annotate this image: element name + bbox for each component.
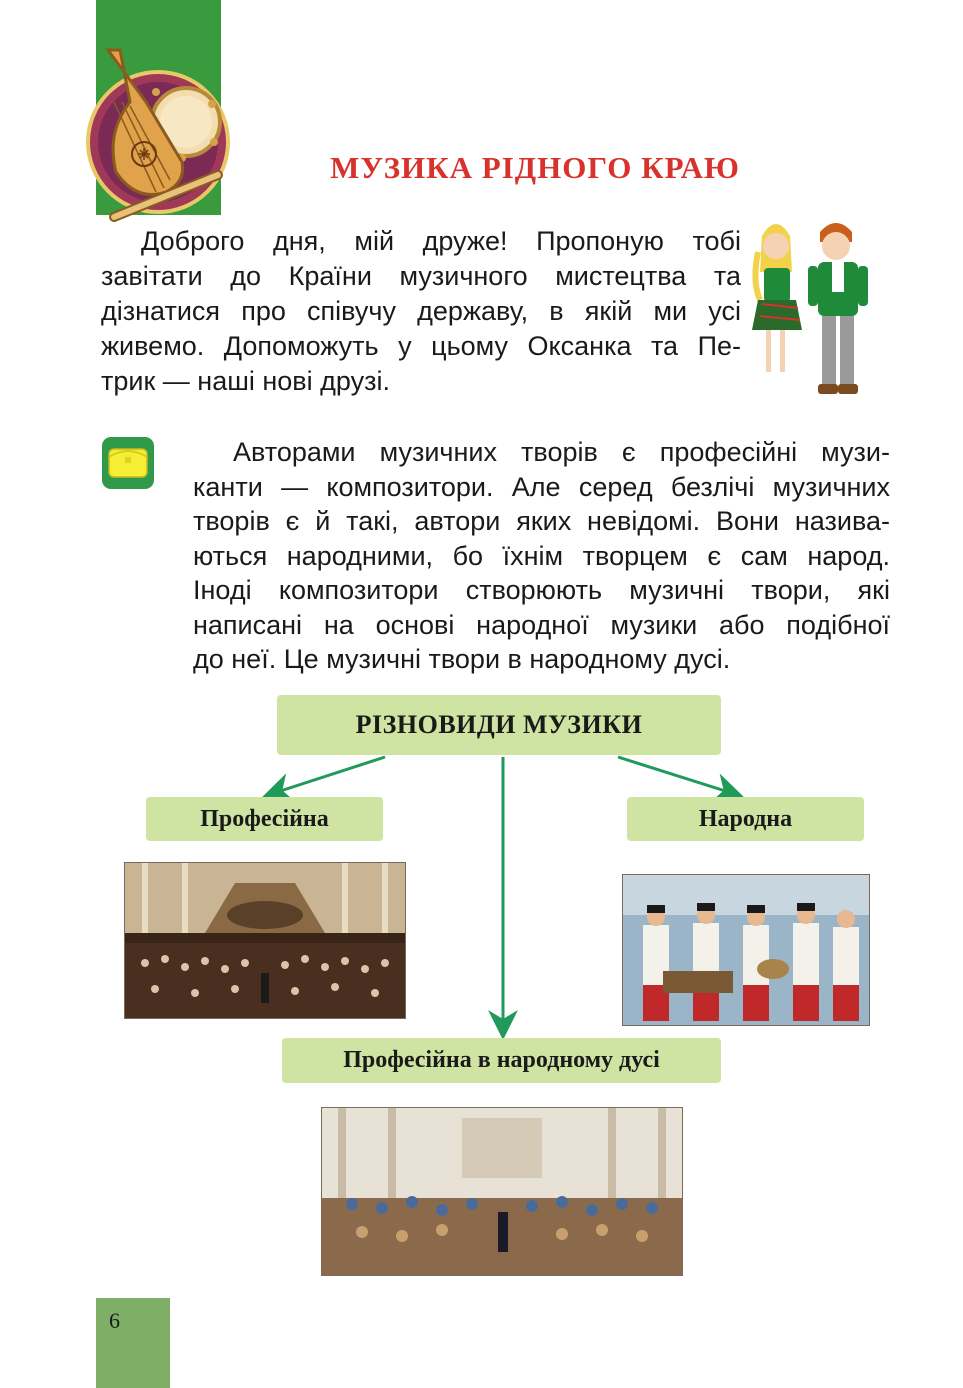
arrow-to-folk bbox=[618, 757, 738, 795]
page-number-tab bbox=[96, 1298, 170, 1388]
page-number: 6 bbox=[109, 1308, 120, 1333]
intro-line: Доброго дня, мій друже! Пропоную тобі bbox=[141, 226, 741, 256]
paragraph-line: до неї. Це музичні твори в народному дусі. bbox=[193, 644, 731, 674]
orchestra-photo bbox=[124, 862, 406, 1019]
paragraph-line: творів є й такі, автори яких невідомі. Вони назива- bbox=[193, 506, 890, 536]
intro-line: трик — наші нові друзі. bbox=[101, 366, 390, 396]
paragraph-line: Іноді композитори створюють музичні твори, які bbox=[193, 575, 890, 605]
bandura-tambourine-emblem-icon bbox=[86, 42, 236, 222]
diagram-professional-box: Професійна bbox=[146, 797, 383, 841]
paragraph-line: ються народними, бо їхнім творцем є сам народ. bbox=[193, 540, 890, 571]
treasure-chest-icon bbox=[100, 435, 156, 491]
diagram-root-box: РІЗНОВИДИ МУЗИКИ bbox=[277, 695, 721, 755]
main-paragraph bbox=[193, 435, 890, 677]
paragraph-line: Авторами музичних творів є професійні музи- bbox=[233, 437, 890, 467]
intro-paragraph bbox=[101, 224, 741, 399]
oksanka-petryk-illustration bbox=[748, 212, 883, 404]
diagram-folk-spirit-box: Професійна в народному дусі bbox=[282, 1038, 721, 1083]
paragraph-line: написані на основі народної музики або подібної bbox=[193, 609, 890, 640]
folk-ensemble-photo bbox=[622, 874, 870, 1026]
arrow-to-professional bbox=[268, 757, 385, 795]
intro-line: живемо. Допоможуть у цьому Оксанка та Пе- bbox=[101, 331, 741, 361]
folk-orchestra-photo bbox=[321, 1107, 683, 1276]
page-title: МУЗИКА РІДНОГО КРАЮ bbox=[330, 150, 740, 185]
intro-line: дізнатися про співучу державу, в якій ми усі bbox=[101, 296, 741, 326]
diagram-folk-box: Народна bbox=[627, 797, 864, 841]
intro-line: завітати до Країни музичного мистецтва та bbox=[101, 261, 741, 291]
paragraph-line: канти — композитори. Але серед безлічі музичних bbox=[193, 471, 890, 502]
